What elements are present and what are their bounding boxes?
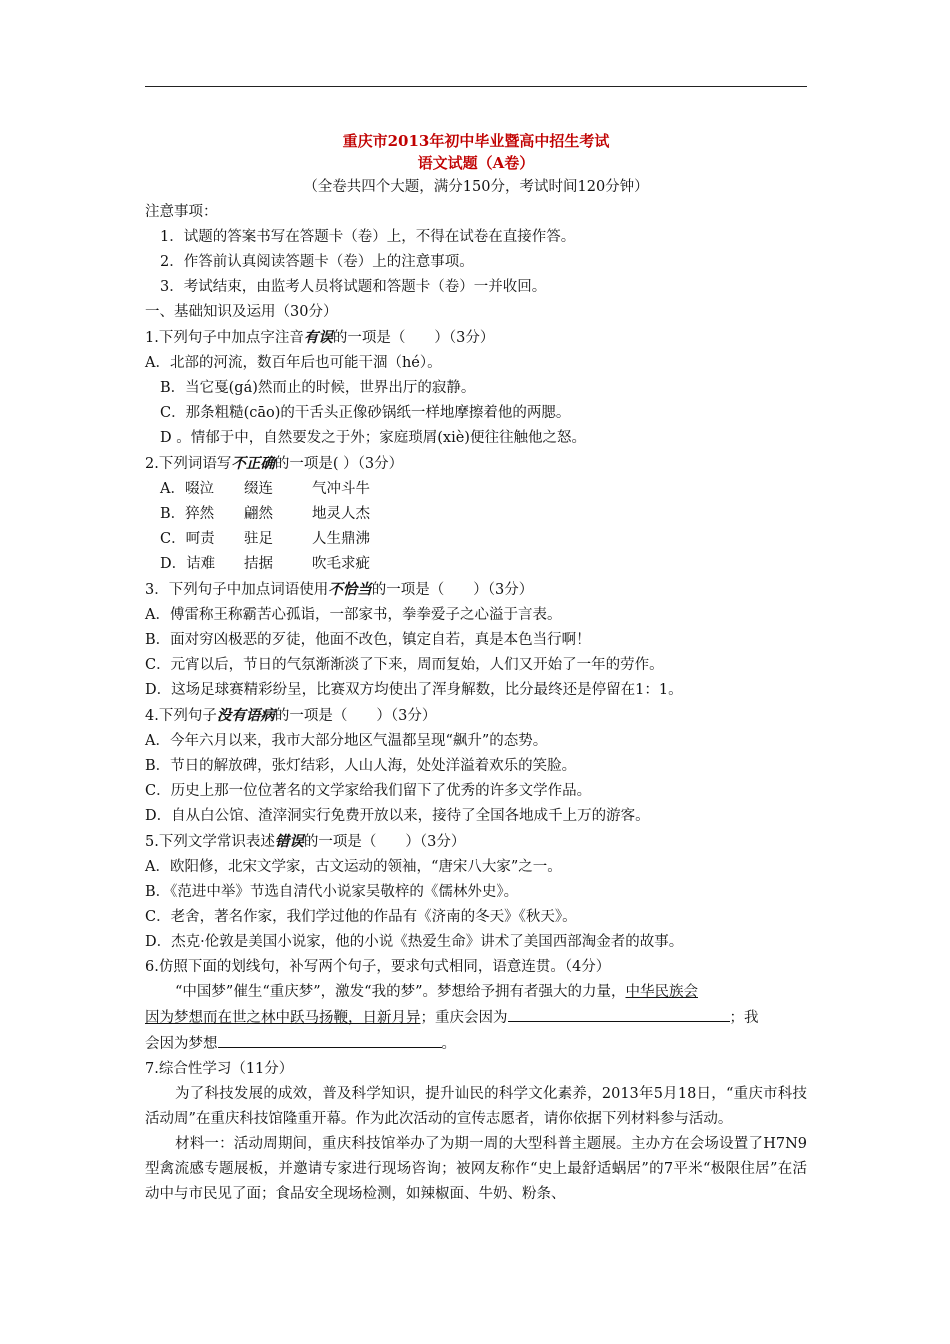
emphasis-text: 有误	[303, 329, 333, 346]
question-3-option-c: C．元宵以后，节日的气氛渐渐淡了下来，周而复始，人们又开始了一年的劳作。	[145, 657, 664, 673]
question-6-text	[145, 1031, 807, 1057]
exam-title: 重庆市2013年初中毕业暨高中招生考试	[342, 132, 610, 150]
notice-heading: 注意事项：	[145, 204, 218, 220]
word: 吹毛求疵	[312, 556, 370, 572]
word: 人生鼎沸	[312, 531, 370, 547]
notice-item: 1．试题的答案书写在答题卡（卷）上，不得在试卷在直接作答。	[160, 229, 576, 245]
word: C．呵责	[160, 531, 215, 547]
exam-page	[145, 130, 807, 1207]
stem-text: 1.下列句子中加点字注音	[145, 330, 304, 346]
underlined-sentence: 中华民族会	[625, 984, 698, 1000]
question-7-material: 材料一：活动周期间，重庆科技馆举办了为期一周的大型科普主题展。主办方在会场设置了H7N9型禽流感专题展板，并邀请专家进行现场咨询；被网友称作“史上最舒适蜗居”的7平米“极限住居”在活动中与市民见了面；食品安全现场检测，如辣椒面、牛奶、粉条、	[145, 1136, 807, 1202]
word: B．猝然	[160, 506, 215, 522]
word: 驻足	[244, 531, 273, 547]
word: A．啜泣	[160, 481, 214, 497]
question-4-option-a: A．今年六月以来，我市大部分地区气温都呈现“飙升”的态势。	[145, 733, 548, 749]
question-3-option-b: B．面对穷凶极恶的歹徒，他面不改色，镇定自若，真是本色当行啊！	[145, 632, 591, 648]
question-4-stem	[145, 703, 807, 729]
word: 翩然	[244, 506, 273, 522]
word: 气冲斗牛	[312, 481, 370, 497]
question-5-option-b: B．《范进中举》节选自清代小说家吴敬梓的《儒林外史》。	[145, 884, 519, 900]
question-2-option-row	[145, 477, 807, 502]
question-5-stem	[145, 829, 807, 855]
question-6-text	[145, 980, 807, 1005]
question-1-stem	[145, 325, 807, 351]
passage-text: ；我	[729, 1010, 759, 1026]
word: 地灵人杰	[312, 506, 370, 522]
question-5-option-a: A．欧阳修，北宋文学家，古文运动的领袖，“唐宋八大家”之一。	[145, 859, 562, 875]
word: 缀连	[244, 481, 273, 497]
question-7-stem: 7.综合性学习（11分）	[145, 1061, 294, 1077]
stem-text: 2.下列词语写	[145, 456, 232, 472]
emphasis-text: 不正确	[231, 455, 275, 472]
question-1-option-a: A．北部的河流，数百年后也可能干涸（hé）。	[145, 355, 442, 371]
stem-text: 的一项是（ ）（3分）	[371, 582, 534, 598]
exam-subtitle: 语文试题（A卷）	[417, 154, 535, 172]
question-2-option-row	[145, 552, 807, 577]
stem-text: 3．下列句子中加点词语使用	[145, 582, 329, 598]
question-1-option-b: B．当它戛(gá)然而止的时候，世界出厅的寂静。	[160, 380, 476, 396]
underlined-sentence: 因为梦想而在世之林中跃马扬鞭，日新月异	[145, 1010, 421, 1026]
notice-item: 2．作答前认真阅读答题卡（卷）上的注意事项。	[160, 254, 474, 270]
passage-text: 。	[441, 1036, 456, 1052]
stem-text: 4.下列句子	[145, 708, 217, 724]
answer-blank[interactable]	[508, 1005, 730, 1022]
question-4-option-c: C．历史上那一位位著名的文学家给我们留下了优秀的许多文学作品。	[145, 783, 592, 799]
question-2-stem	[145, 451, 807, 477]
emphasis-text: 错误	[274, 833, 304, 850]
question-1-option-c: C．那条粗糙(cāo)的干舌头正像砂锅纸一样地摩擦着他的两腮。	[160, 405, 571, 421]
passage-text: 会因为梦想	[145, 1036, 218, 1052]
question-6-stem: 6.仿照下面的划线句，补写两个句子，要求句式相同，语意连贯。（4分）	[145, 959, 611, 975]
question-4-option-d: D．自从白公馆、渣滓洞实行免费开放以来，接待了全国各地成千上万的游客。	[145, 808, 650, 824]
question-2-option-row	[145, 502, 807, 527]
emphasis-text: 不恰当	[328, 581, 372, 598]
question-3-stem	[145, 577, 807, 603]
stem-text: 5.下列文学常识表述	[145, 834, 275, 850]
word: 拮据	[244, 556, 273, 572]
question-5-option-c: C．老舍，著名作家，我们学过他的作品有《济南的冬天》《秋天》。	[145, 909, 577, 925]
stem-text: 的一项是（ ）（3分）	[274, 708, 437, 724]
stem-text: 的一项是（ ）（3分）	[332, 330, 495, 346]
passage-text: ；重庆会因为	[420, 1010, 508, 1026]
question-5-option-d: D．杰克·伦敦是美国小说家，他的小说《热爱生命》讲术了美国西部淘金者的故事。	[145, 934, 684, 950]
question-4-option-b: B．节日的解放碑，张灯结彩，人山人海，处处洋溢着欢乐的笑脸。	[145, 758, 577, 774]
passage-text: “中国梦”催生“重庆梦”，激发“我的梦”。梦想给予拥有者强大的力量，	[175, 984, 626, 1000]
question-3-option-d: D．这场足球赛精彩纷呈，比赛双方均使出了浑身解数，比分最终还是停留在1：1。	[145, 682, 683, 698]
header-rule	[145, 86, 807, 87]
notice-item: 3．考试结束，由监考人员将试题和答题卡（卷）一并收回。	[160, 279, 547, 295]
word: D．诘难	[160, 556, 216, 572]
answer-blank[interactable]	[218, 1031, 442, 1048]
question-1-option-d: D 。情郁于中，自然要发之于外；家庭琐屑(xiè)便往往触他之怒。	[160, 430, 586, 446]
question-7-paragraph: 为了科技发展的成效，普及科学知识，提升讪民的科学文化素养，2013年5月18日，“重庆市科技活动周”在重庆科技馆隆重开幕。作为此次活动的宣传志愿者，请你依据下列材料参与活动。	[145, 1086, 807, 1127]
exam-note: （全卷共四个大题，满分150分，考试时间120分钟）	[303, 179, 649, 195]
question-3-option-a: A．傅雷称王称霸苦心孤诣，一部家书，拳拳爱子之心溢于言表。	[145, 607, 562, 623]
question-6-text	[145, 1005, 807, 1031]
question-2-option-row	[145, 527, 807, 552]
emphasis-text: 没有语病	[216, 707, 275, 724]
stem-text: 的一项是（ ）（3分）	[303, 834, 466, 850]
stem-text: 的一项是( ）（3分）	[274, 456, 404, 472]
section-heading: 一、基础知识及运用（30分）	[145, 304, 338, 320]
